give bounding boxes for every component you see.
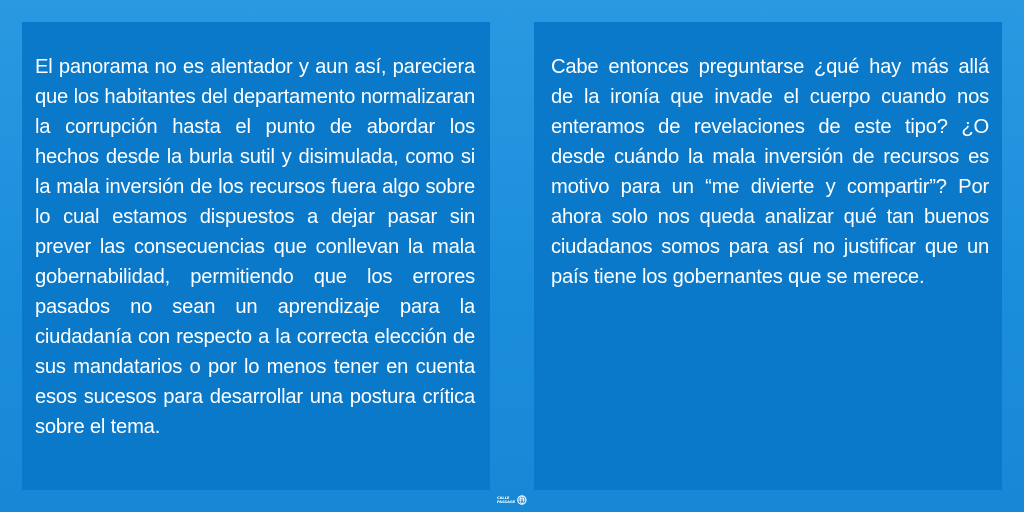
right-text-panel <box>534 22 1002 490</box>
left-paragraph: El panorama no es alentador y aun así, pareciera que los habitantes del departamento normalizaran la corrupción hasta el punto de abordar los hechos desde la burla sutil y disimulada, como si la mala inversión de los recursos fuera algo sobre lo cual estamos dispuestos a dejar pasar sin prever las consecuencias que conllevan la mala gobernabilidad, permitiendo que los errores pasados no sean un aprendizaje para la ciudadanía con respecto a la correcta elección de sus mandatarios o por lo menos tener en cuenta esos sucesos para desarrollar una postura crítica sobre el tema. <box>35 56 475 438</box>
footer-logo <box>497 492 527 508</box>
logo-wordmark <box>497 496 515 504</box>
right-paragraph: Cabe entonces preguntarse ¿qué hay más allá de la ironía que invade el cuerpo cuando nos enteramos de revelaciones de este tipo? ¿O desde cuándo la mala inversión de recursos es motivo para un “me divierte y compartir”? Por ahora solo nos queda analizar qué tan buenos ciudadanos somos para así no justificar que un país tiene los gobernantes que se merece. <box>551 56 989 288</box>
logo-line-2: PASSAGE <box>497 500 516 504</box>
left-text-panel <box>22 22 490 490</box>
logo-line-1: CALLE <box>497 496 510 500</box>
globe-logo-icon <box>517 494 527 506</box>
